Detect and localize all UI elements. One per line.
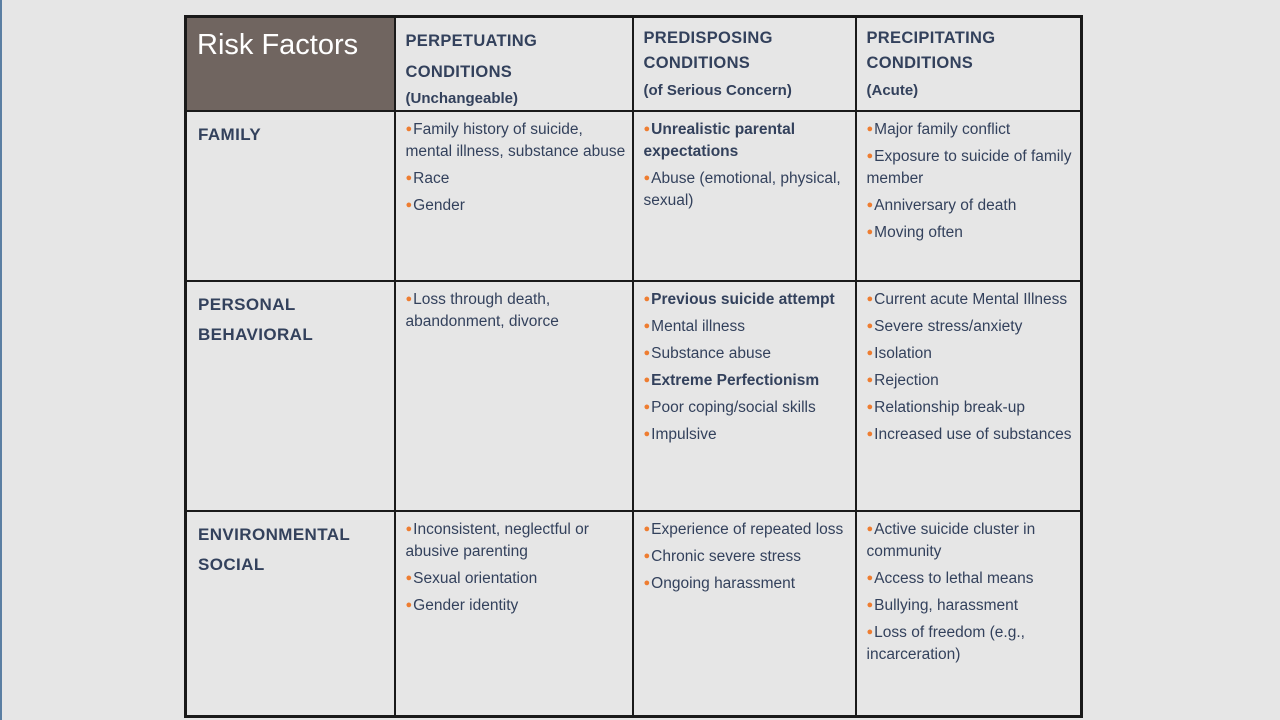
row-label-line: ENVIRONMENTAL bbox=[198, 525, 351, 544]
list-item: ●Anniversary of death bbox=[866, 197, 1017, 214]
list-item: ●Major family conflict bbox=[866, 121, 1011, 138]
bullet-dot-icon: ● bbox=[866, 320, 874, 332]
list-item: ●Chronic severe stress bbox=[643, 548, 802, 565]
list-item: ●Rejection bbox=[866, 372, 939, 389]
header-title: PERPETUATING CONDITIONS bbox=[405, 32, 538, 81]
cell-predisposing bbox=[633, 281, 856, 511]
bullet-dot-icon: ● bbox=[405, 523, 413, 535]
list-item: ●Unrealistic parental expectations bbox=[643, 121, 796, 160]
list-item: ●Relationship break-up bbox=[866, 399, 1025, 416]
bullet-dot-icon: ● bbox=[405, 172, 413, 184]
list-item: ●Abuse (emotional, physical, sexual) bbox=[643, 170, 841, 209]
bullet-dot-icon: ● bbox=[405, 123, 413, 135]
bullet-dot-icon: ● bbox=[866, 599, 874, 611]
bullet-dot-icon: ● bbox=[405, 293, 413, 305]
header-subtitle: (Acute) bbox=[866, 82, 919, 99]
list-item: ●Family history of suicide, mental illness, substance abuse bbox=[405, 121, 626, 160]
header-subtitle: (of Serious Concern) bbox=[643, 82, 792, 99]
bullet-dot-icon: ● bbox=[643, 428, 651, 440]
list-item: ●Ongoing harassment bbox=[643, 575, 796, 592]
table-row bbox=[186, 281, 1082, 511]
header-row bbox=[186, 17, 1082, 112]
bullet-dot-icon: ● bbox=[866, 199, 874, 211]
list-item: ●Bullying, harassment bbox=[866, 597, 1019, 614]
list-item: ●Gender identity bbox=[405, 597, 519, 614]
list-item: ●Mental illness bbox=[643, 318, 746, 335]
list-item: ●Poor coping/social skills bbox=[643, 399, 816, 416]
bullet-dot-icon: ● bbox=[643, 523, 651, 535]
header-precipitating bbox=[856, 17, 1082, 112]
bullet-dot-icon: ● bbox=[405, 599, 413, 611]
table-row bbox=[186, 511, 1082, 716]
list-item: ●Isolation bbox=[866, 345, 932, 362]
cell-perpetuating bbox=[395, 511, 633, 716]
list-item: ●Moving often bbox=[866, 224, 963, 241]
bullet-dot-icon: ● bbox=[643, 401, 651, 413]
cell-precipitating bbox=[856, 281, 1082, 511]
table-row bbox=[186, 111, 1082, 281]
list-item: ●Substance abuse bbox=[643, 345, 771, 362]
bullet-dot-icon: ● bbox=[405, 199, 413, 211]
row-label-line: SOCIAL bbox=[198, 555, 265, 574]
bullet-dot-icon: ● bbox=[643, 550, 651, 562]
bullet-dot-icon: ● bbox=[866, 401, 874, 413]
cell-precipitating bbox=[856, 111, 1082, 281]
bullet-dot-icon: ● bbox=[866, 523, 874, 535]
list-item: ●Inconsistent, neglectful or abusive parenting bbox=[405, 521, 589, 560]
risk-factors-table bbox=[184, 15, 1083, 718]
table-title: Risk Factors bbox=[186, 17, 395, 112]
list-item: ●Access to lethal means bbox=[866, 570, 1034, 587]
cell-perpetuating bbox=[395, 111, 633, 281]
bullet-dot-icon: ● bbox=[866, 347, 874, 359]
list-item: ●Experience of repeated loss bbox=[643, 521, 844, 538]
cell-predisposing bbox=[633, 511, 856, 716]
header-predisposing bbox=[633, 17, 856, 112]
header-title: PREDISPOSING CONDITIONS bbox=[643, 29, 773, 72]
bullet-dot-icon: ● bbox=[643, 172, 651, 184]
bullet-dot-icon: ● bbox=[643, 293, 651, 305]
bullet-dot-icon: ● bbox=[643, 577, 651, 589]
list-item: ●Active suicide cluster in community bbox=[866, 521, 1036, 560]
bullet-dot-icon: ● bbox=[866, 293, 874, 305]
row-label-line: PERSONAL bbox=[198, 295, 296, 314]
list-item: ●Exposure to suicide of family member bbox=[866, 148, 1072, 187]
list-item: ●Extreme Perfectionism bbox=[643, 372, 820, 389]
cell-predisposing bbox=[633, 111, 856, 281]
bullet-dot-icon: ● bbox=[643, 320, 651, 332]
list-item: ●Increased use of substances bbox=[866, 426, 1072, 443]
bullet-dot-icon: ● bbox=[866, 226, 874, 238]
list-item: ●Severe stress/anxiety bbox=[866, 318, 1023, 335]
list-item: ●Loss of freedom (e.g., incarceration) bbox=[866, 624, 1025, 663]
header-title: PRECIPITATING CONDITIONS bbox=[866, 29, 996, 72]
list-item: ●Previous suicide attempt bbox=[643, 291, 835, 308]
row-label-line: BEHAVIORAL bbox=[198, 325, 314, 344]
header-perpetuating bbox=[395, 17, 633, 112]
row-label-line: FAMILY bbox=[198, 125, 262, 144]
list-item: ●Loss through death, abandonment, divorce bbox=[405, 291, 559, 330]
bullet-dot-icon: ● bbox=[866, 626, 874, 638]
bullet-dot-icon: ● bbox=[866, 150, 874, 162]
cell-precipitating bbox=[856, 511, 1082, 716]
row-label-environmental-social bbox=[186, 511, 395, 716]
bullet-dot-icon: ● bbox=[643, 123, 651, 135]
list-item: ●Impulsive bbox=[643, 426, 717, 443]
bullet-dot-icon: ● bbox=[866, 572, 874, 584]
bullet-dot-icon: ● bbox=[866, 123, 874, 135]
bullet-dot-icon: ● bbox=[866, 428, 874, 440]
header-subtitle: (Unchangeable) bbox=[405, 90, 519, 107]
list-item: ●Gender bbox=[405, 197, 465, 214]
row-label-family bbox=[186, 111, 395, 281]
bullet-dot-icon: ● bbox=[866, 374, 874, 386]
bullet-dot-icon: ● bbox=[405, 572, 413, 584]
list-item: ●Current acute Mental Illness bbox=[866, 291, 1068, 308]
list-item: ●Sexual orientation bbox=[405, 570, 538, 587]
bullet-dot-icon: ● bbox=[643, 347, 651, 359]
list-item: ●Race bbox=[405, 170, 450, 187]
bullet-dot-icon: ● bbox=[643, 374, 651, 386]
cell-perpetuating bbox=[395, 281, 633, 511]
row-label-personal-behavioral bbox=[186, 281, 395, 511]
